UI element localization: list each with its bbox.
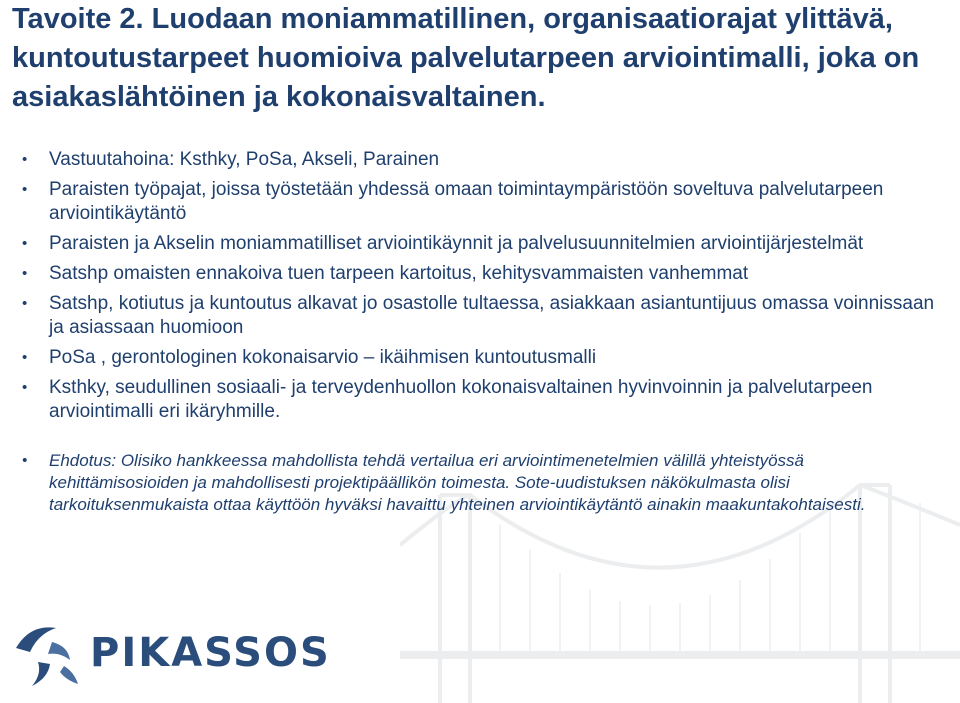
bullet-text: Satshp omaisten ennakoiva tuen tarpeen kartoitus, kehitysvammaisten vanhemmat <box>49 263 749 284</box>
bullet-text: Paraisten työpajat, joissa työstetään yhdessä omaan toimintaympäristöön soveltuva palvelutarpeen arviointikäytäntö <box>49 179 884 224</box>
proposal-item <box>22 450 942 516</box>
bullet-text: PoSa , gerontologinen kokonaisarvio – ikäihmisen kuntoutusmalli <box>49 347 597 368</box>
pikassos-mark-icon <box>8 612 88 692</box>
bullet-dot-icon: • <box>22 452 28 469</box>
list-item <box>22 376 942 424</box>
list-item <box>22 292 942 340</box>
bullet-text: Satshp, kotiutus ja kuntoutus alkavat jo osastolle tultaessa, asiakkaan asiantuntijuus omassa voinnissaan ja asiassaan huomioon <box>49 293 935 338</box>
bullet-text: Vastuutahoina: Ksthky, PoSa, Akseli, Parainen <box>49 149 440 170</box>
list-item <box>22 148 942 172</box>
pikassos-logo <box>8 612 331 692</box>
proposal-text: Ehdotus: Olisiko hankkeessa mahdollista tehdä vertailua eri arviointimenetelmien välillä yhteistyössä kehittämisosioiden ja mahdollisesti projektipäällikön toimesta. Sote-uudistuksen näkökulmasta olisi tarkoituksenmukaista ottaa käyttöön hyväksi havaittu yhteinen arviointikäytäntö ainakin maakuntakohtaisesti. <box>49 451 866 514</box>
bullet-dot-icon: • <box>22 235 28 252</box>
bullet-text: Ksthky, seudullinen sosiaali- ja terveydenhuollon kokonaisvaltainen hyvinvoinnin ja palvelutarpeen arviointimalli eri ikäryhmille. <box>49 377 873 422</box>
bullet-dot-icon: • <box>22 349 28 366</box>
bullet-dot-icon: • <box>22 181 28 198</box>
bullet-list <box>22 148 942 522</box>
bullet-dot-icon: • <box>22 151 28 168</box>
list-item <box>22 262 942 286</box>
logo-wordmark: PIKASSOS <box>90 630 331 676</box>
bullet-text: Paraisten ja Akselin moniammatilliset arviointikäynnit ja palvelusuunnitelmien arviointijärjestelmät <box>49 233 864 254</box>
bullet-dot-icon: • <box>22 265 28 282</box>
list-item <box>22 346 942 370</box>
list-item <box>22 232 942 256</box>
bullet-dot-icon: • <box>22 379 28 396</box>
slide-title: Tavoite 2. Luodaan moniammatillinen, organisaatiorajat ylittävä, kuntoutustarpeet huomioiva palvelutarpeen arviointimalli, joka on asiakaslähtöinen ja kokonaisvaltainen. <box>12 3 920 113</box>
list-item <box>22 178 942 226</box>
bullet-dot-icon: • <box>22 295 28 312</box>
